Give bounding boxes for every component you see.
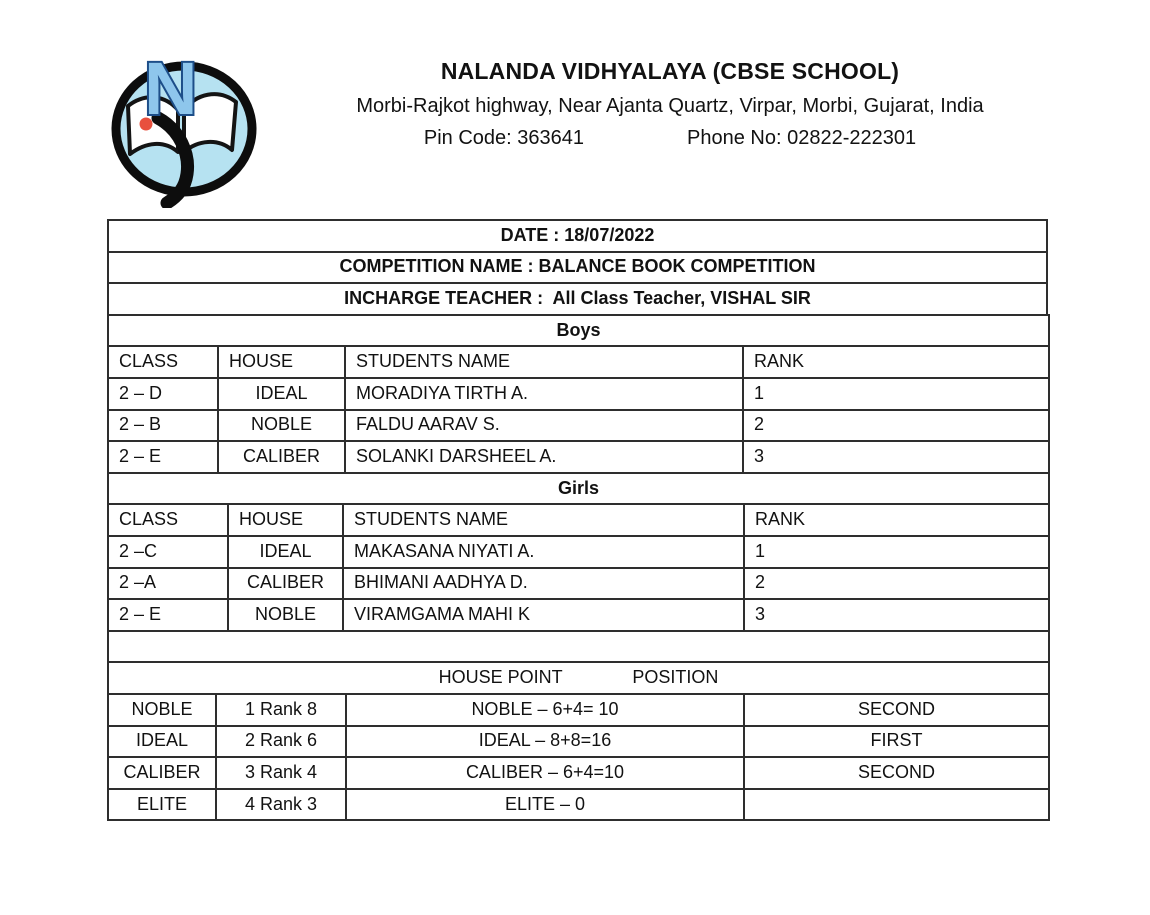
student-name-cell: SOLANKI DARSHEEL A. bbox=[345, 441, 743, 473]
table-row bbox=[108, 536, 1049, 568]
house-total-cell: CALIBER – 6+4=10 bbox=[346, 757, 744, 789]
header-cell: CLASS bbox=[108, 346, 218, 378]
house-rank-cell: 3 Rank 4 bbox=[216, 757, 346, 789]
boys-table bbox=[107, 314, 1050, 474]
house-rank-cell: 1 Rank 8 bbox=[216, 694, 346, 726]
house-points-title-row bbox=[108, 662, 1049, 694]
incharge-teacher-row bbox=[108, 283, 1047, 315]
house-name-cell: CALIBER bbox=[108, 757, 216, 789]
table-row bbox=[108, 757, 1049, 789]
incharge-teacher-cell: INCHARGE TEACHER : All Class Teacher, VISHAL SIR bbox=[108, 283, 1047, 315]
class-cell: 2 – B bbox=[108, 410, 218, 442]
house-rank-cell: 4 Rank 3 bbox=[216, 789, 346, 821]
house-cell: NOBLE bbox=[218, 410, 345, 442]
rank-cell: 3 bbox=[744, 599, 1049, 631]
house-position-cell: SECOND bbox=[744, 694, 1049, 726]
house-cell: CALIBER bbox=[218, 441, 345, 473]
table-row bbox=[108, 378, 1049, 410]
class-cell: 2 – E bbox=[108, 441, 218, 473]
house-name-cell: IDEAL bbox=[108, 726, 216, 758]
table-row bbox=[108, 694, 1049, 726]
table-row bbox=[108, 726, 1049, 758]
house-total-cell: NOBLE – 6+4= 10 bbox=[346, 694, 744, 726]
student-name-cell: MORADIYA TIRTH A. bbox=[345, 378, 743, 410]
phone-number: Phone No: 02822-222301 bbox=[687, 127, 917, 149]
date-cell: DATE : 18/07/2022 bbox=[108, 220, 1047, 252]
house-cell: CALIBER bbox=[228, 568, 343, 600]
house-total-cell: IDEAL – 8+8=16 bbox=[346, 726, 744, 758]
rank-cell: 1 bbox=[744, 536, 1049, 568]
house-position-cell: SECOND bbox=[744, 757, 1049, 789]
pin-code: Pin Code: 363641 bbox=[423, 127, 585, 149]
table-row bbox=[108, 568, 1049, 600]
class-cell: 2 – E bbox=[108, 599, 228, 631]
house-cell: IDEAL bbox=[228, 536, 343, 568]
class-cell: 2 –A bbox=[108, 568, 228, 600]
spacer-cell bbox=[108, 631, 1049, 663]
header-cell: RANK bbox=[744, 504, 1049, 536]
house-name-cell: ELITE bbox=[108, 789, 216, 821]
class-cell: 2 – D bbox=[108, 378, 218, 410]
competition-report-table bbox=[107, 219, 1050, 821]
header-cell: HOUSE bbox=[218, 346, 345, 378]
house-position-cell: FIRST bbox=[744, 726, 1049, 758]
student-name-cell: FALDU AARAV S. bbox=[345, 410, 743, 442]
info-table bbox=[107, 219, 1048, 316]
house-points-title-cell: HOUSE POINT POSITION bbox=[108, 662, 1049, 694]
school-name: NALANDA VIDHYALAYA (CBSE SCHOOL) bbox=[440, 58, 900, 84]
house-rank-cell: 2 Rank 6 bbox=[216, 726, 346, 758]
header-cell: HOUSE bbox=[228, 504, 343, 536]
rank-cell: 3 bbox=[743, 441, 1049, 473]
girls-header-row bbox=[108, 504, 1049, 536]
house-position-cell bbox=[744, 789, 1049, 821]
spacer-row bbox=[108, 631, 1049, 663]
girls-table bbox=[107, 472, 1050, 632]
boys-title-cell: Boys bbox=[108, 315, 1049, 347]
logo-letter-n: N bbox=[144, 47, 198, 130]
table-row bbox=[108, 441, 1049, 473]
boys-title-row bbox=[108, 315, 1049, 347]
school-address: Morbi-Rajkot highway, Near Ajanta Quartz, Virpar, Morbi, Gujarat, India bbox=[356, 95, 984, 117]
house-total-cell: ELITE – 0 bbox=[346, 789, 744, 821]
date-row bbox=[108, 220, 1047, 252]
school-contact-line bbox=[190, 127, 1150, 150]
header-cell: STUDENTS NAME bbox=[343, 504, 744, 536]
table-row bbox=[108, 410, 1049, 442]
class-cell: 2 –C bbox=[108, 536, 228, 568]
house-points-table bbox=[107, 630, 1050, 822]
house-cell: NOBLE bbox=[228, 599, 343, 631]
rank-cell: 2 bbox=[744, 568, 1049, 600]
student-name-cell: BHIMANI AADHYA D. bbox=[343, 568, 744, 600]
house-cell: IDEAL bbox=[218, 378, 345, 410]
competition-name-cell: COMPETITION NAME : BALANCE BOOK COMPETITION bbox=[108, 252, 1047, 284]
table-row bbox=[108, 789, 1049, 821]
table-row bbox=[108, 599, 1049, 631]
rank-cell: 2 bbox=[743, 410, 1049, 442]
student-name-cell: MAKASANA NIYATI A. bbox=[343, 536, 744, 568]
header-cell: STUDENTS NAME bbox=[345, 346, 743, 378]
header-cell: RANK bbox=[743, 346, 1049, 378]
header-cell: CLASS bbox=[108, 504, 228, 536]
competition-name-row bbox=[108, 252, 1047, 284]
boys-header-row bbox=[108, 346, 1049, 378]
rank-cell: 1 bbox=[743, 378, 1049, 410]
girls-title-cell: Girls bbox=[108, 473, 1049, 505]
student-name-cell: VIRAMGAMA MAHI K bbox=[343, 599, 744, 631]
house-name-cell: NOBLE bbox=[108, 694, 216, 726]
girls-title-row bbox=[108, 473, 1049, 505]
